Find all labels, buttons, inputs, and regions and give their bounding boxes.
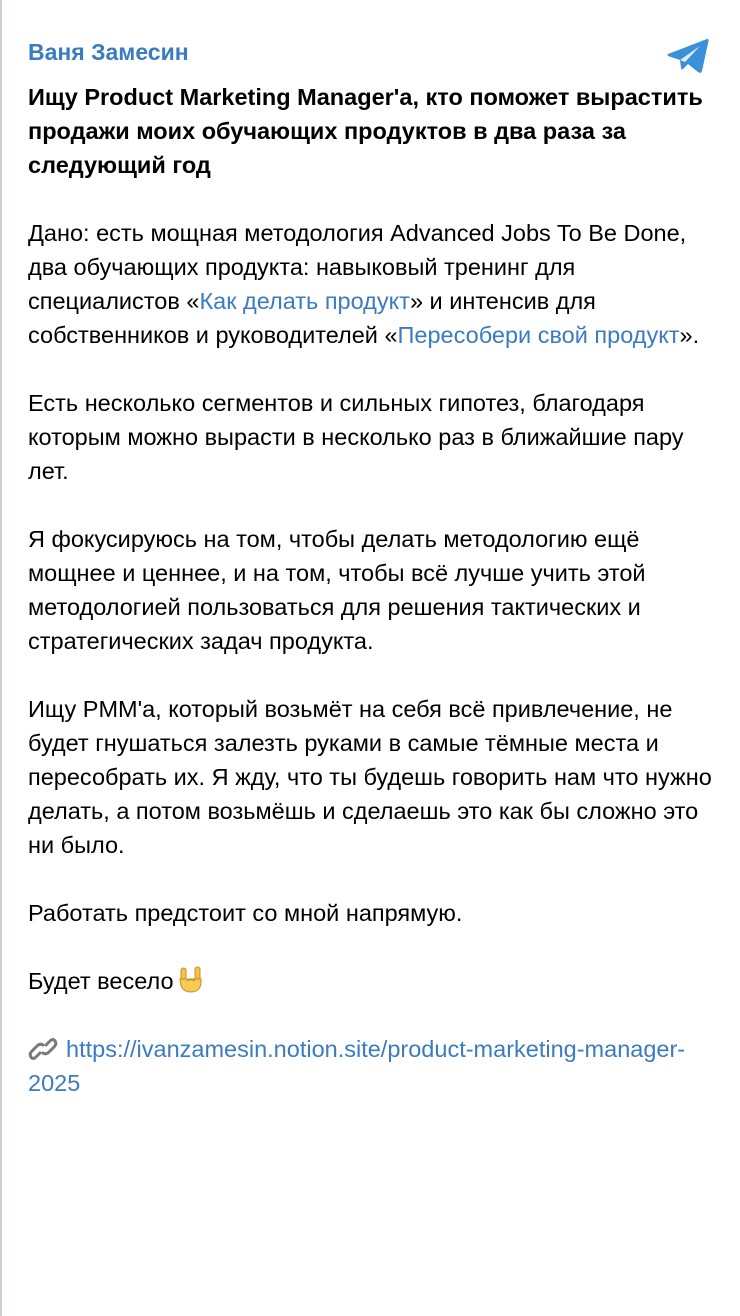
paragraph-url	[28, 1032, 718, 1100]
paragraph-work-directly: Работать предстоит со мной напрямую.	[28, 900, 463, 926]
paragraph-given-text-1: Дано: есть мощная методология Advanced Jobs To Be Done, два обучающих продукта: навыковый тренинг для специалистов «	[28, 220, 687, 314]
post-headline: Ищу Product Marketing Manager'a, кто поможет вырастить продажи моих обучающих продуктов в два раза за следующий год	[28, 84, 703, 178]
telegram-post	[28, 34, 718, 1100]
telegram-icon[interactable]	[666, 37, 710, 75]
link-peresoberi-svoi-produkt[interactable]: Пересобери свой продукт	[397, 322, 680, 348]
paragraph-focus: Я фокусируюсь на том, чтобы делать методологию ещё мощнее и ценнее, и на том, чтобы всё лучше учить этой методологией пользоваться для решения тактических и стратегических задач продукта.	[28, 526, 646, 654]
paragraph-given-text-2: » и интенсив для собственников и руководителей «	[28, 288, 596, 348]
rock-on-hand-emoji	[178, 966, 204, 994]
paragraph-segments: Есть несколько сегментов и сильных гипотез, благодаря которым можно выраcти в несколько раз в ближайшие пару лет.	[28, 390, 684, 484]
paragraph-given	[28, 216, 718, 352]
left-border-rule	[0, 0, 2, 1316]
link-chain-icon	[28, 1036, 58, 1062]
paragraph-fun	[28, 964, 718, 998]
paragraph-looking-for-pmm: Ищу PMM'a, который возьмёт на себя всё привлечение, не будет гнушаться залезть руками в самые тёмные места и пересобрать их. Я жду, что ты будешь говорить нам что нужно делать, а потом возьмёшь и сделаешь это как бы сложно это ни было.	[28, 696, 712, 858]
link-kak-delat-produkt[interactable]: Как делать продукт	[199, 288, 410, 314]
paragraph-given-text-3: ».	[679, 322, 700, 348]
post-url-link[interactable]: https://ivanzamesin.notion.site/product-marketing-manager-2025	[28, 1036, 686, 1096]
author-name[interactable]: Ваня Замесин	[28, 39, 189, 65]
fun-text: Будет весело	[28, 968, 174, 994]
